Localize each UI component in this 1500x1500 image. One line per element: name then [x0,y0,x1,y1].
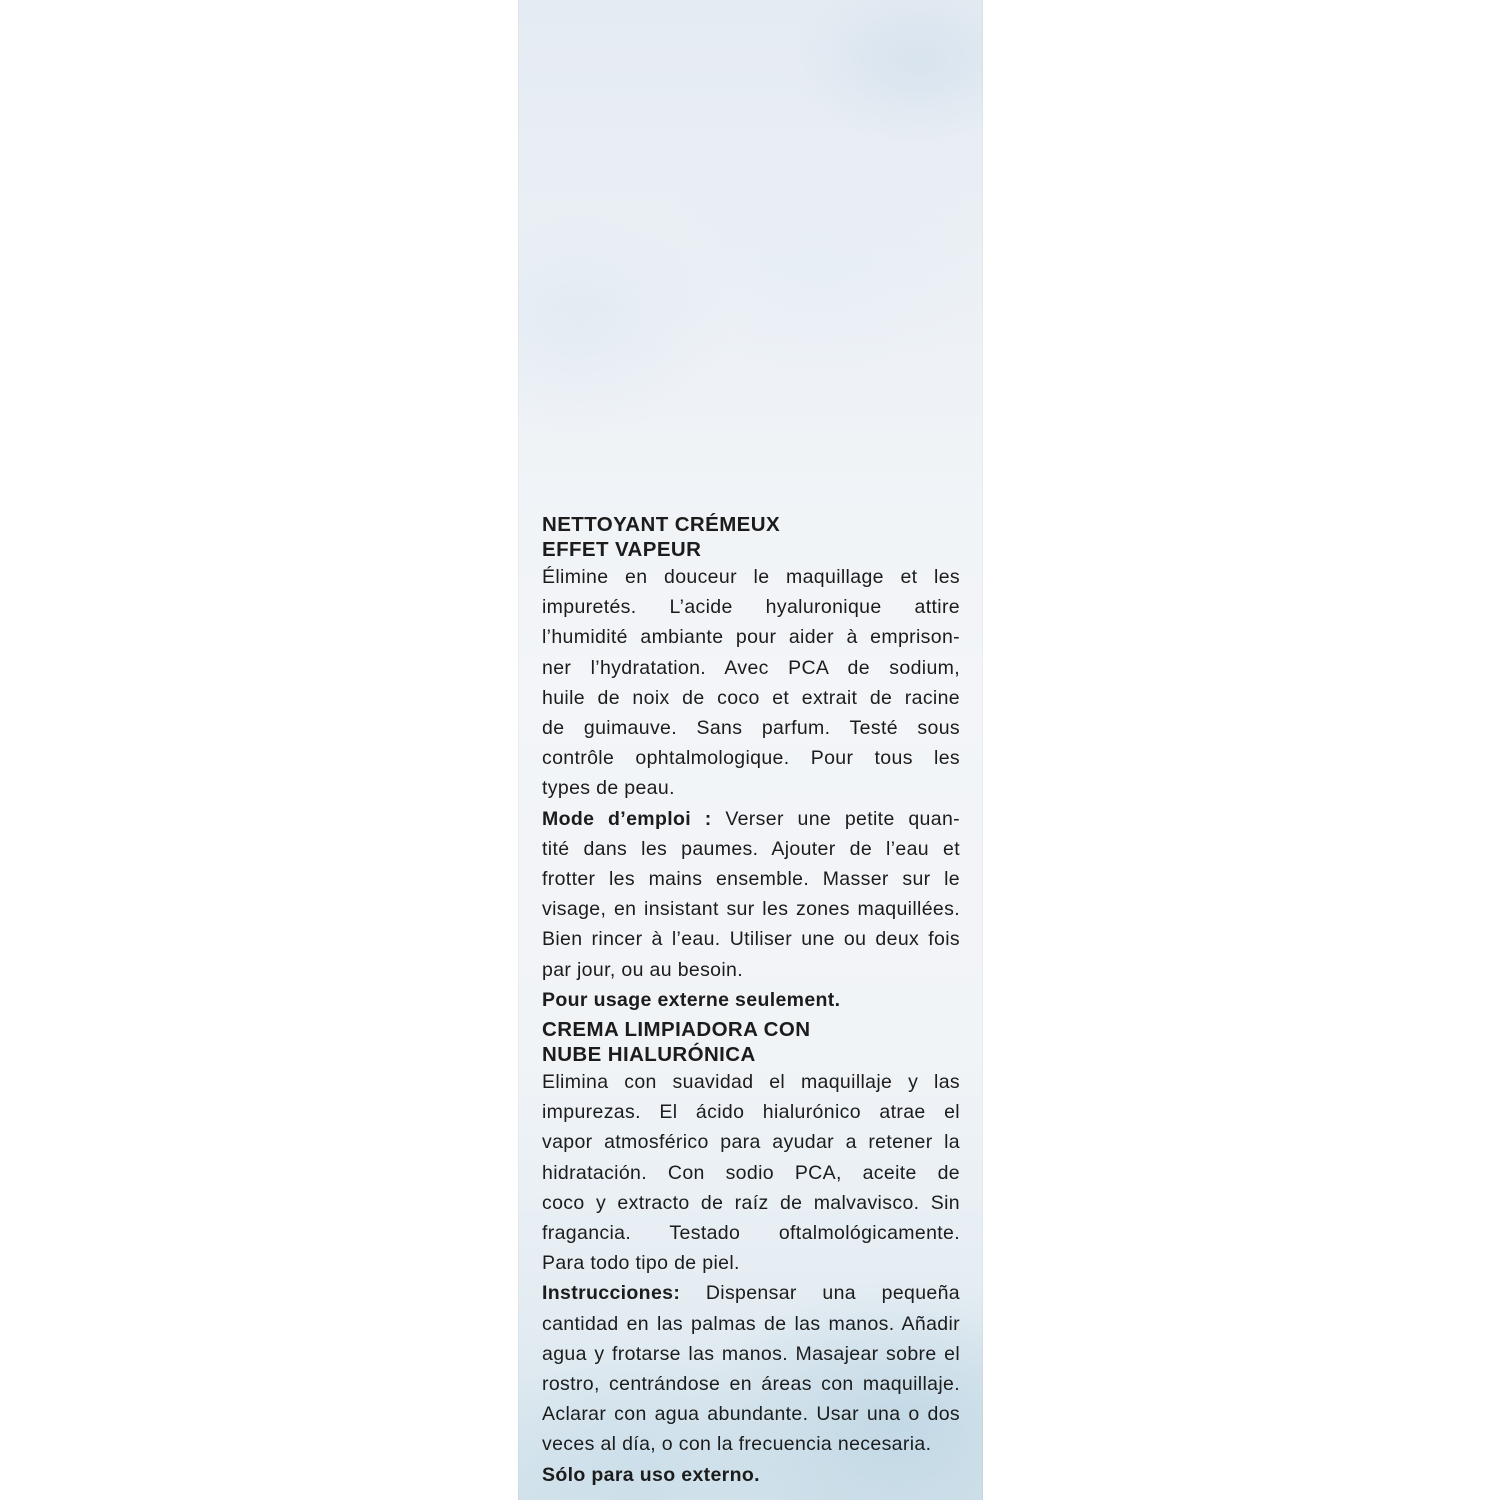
es-directions [542,1278,960,1459]
es-directions-line: Aclarar con agua abundante. Usar una o dos [542,1403,960,1426]
es-title-line: NUBE HIALURÓNICA [542,1043,756,1067]
es-description-line: hidratación. Con sodio PCA, aceite de [542,1161,960,1184]
fr-warning [542,985,960,1015]
es-description-line: coco y extracto de raíz de malvavisco. Sin [542,1191,960,1214]
fr-directions-line: frotter les mains ensemble. Masser sur le [542,868,960,891]
es-description-line: Para todo tipo de piel. [542,1252,740,1275]
fr-description-line: huile de noix de coco et extrait de racine [542,686,960,709]
es-description-line: Elimina con suavidad el maquillaje y las [542,1071,960,1094]
es-warning [542,1460,960,1490]
fr-directions-line: visage, en insistant sur les zones maquillées. [542,898,960,921]
es-description-line: impurezas. El ácido hialurónico atrae el [542,1101,960,1124]
fr-warning-text: Pour usage externe seulement. [542,988,841,1011]
es-directions-line: agua y frotarse las manos. Masajear sobre el [542,1342,960,1365]
fr-title [542,512,960,562]
fr-description-line: l’humidité ambiante pour aider à emprison- [542,626,960,649]
es-title-line: CREMA LIMPIADORA CON [542,1018,811,1042]
fr-description-line: de guimauve. Sans parfum. Testé sous [542,717,960,740]
es-directions-label: Instrucciones: [542,1282,681,1305]
fr-description-line: Élimine en douceur le maquillage et les [542,566,960,588]
fr-description-line: types de peau. [542,777,675,800]
fr-directions-label: Mode d’emploi : [542,807,712,830]
fr-title-line: NETTOYANT CRÉMEUX [542,513,781,536]
fr-description-line: contrôle ophtalmologique. Pour tous les [542,747,960,770]
fr-directions-first: Verser une petite quan- [711,807,960,830]
fr-directions-line: tité dans les paumes. Ajouter de l’eau et [542,837,960,860]
package-side-panel [518,0,983,1500]
fr-description-line: ner l’hydratation. Avec PCA de sodium, [542,656,960,679]
es-title [542,1017,960,1067]
fr-description-line: impuretés. L’acide hyaluronique attire [542,596,960,619]
fr-directions [542,804,960,985]
es-description-line: fragancia. Testado oftalmológicamente. [542,1222,960,1245]
es-directions-line: rostro, centrándose en áreas con maquillaje. [542,1373,960,1396]
es-description-line: vapor atmosférico para ayudar a retener la [542,1131,960,1154]
es-directions-first-line [542,1278,960,1308]
es-directions-first: Dispensar una pequeña [680,1282,960,1305]
es-warning-text: Sólo para uso externo. [542,1463,760,1486]
es-directions-line: cantidad en las palmas de las manos. Añadir [542,1312,960,1335]
es-directions-line: veces al día, o con la frecuencia necesaria. [542,1433,932,1456]
fr-title-line: EFFET VAPEUR [542,538,702,561]
fr-directions-line: Bien rincer à l’eau. Utiliser une ou deux fois [542,928,960,951]
fr-directions-first-line [542,804,960,834]
fr-directions-line: par jour, ou au besoin. [542,958,744,981]
es-description [542,1067,960,1278]
label-text-block [542,512,960,1490]
fr-description [542,562,960,804]
